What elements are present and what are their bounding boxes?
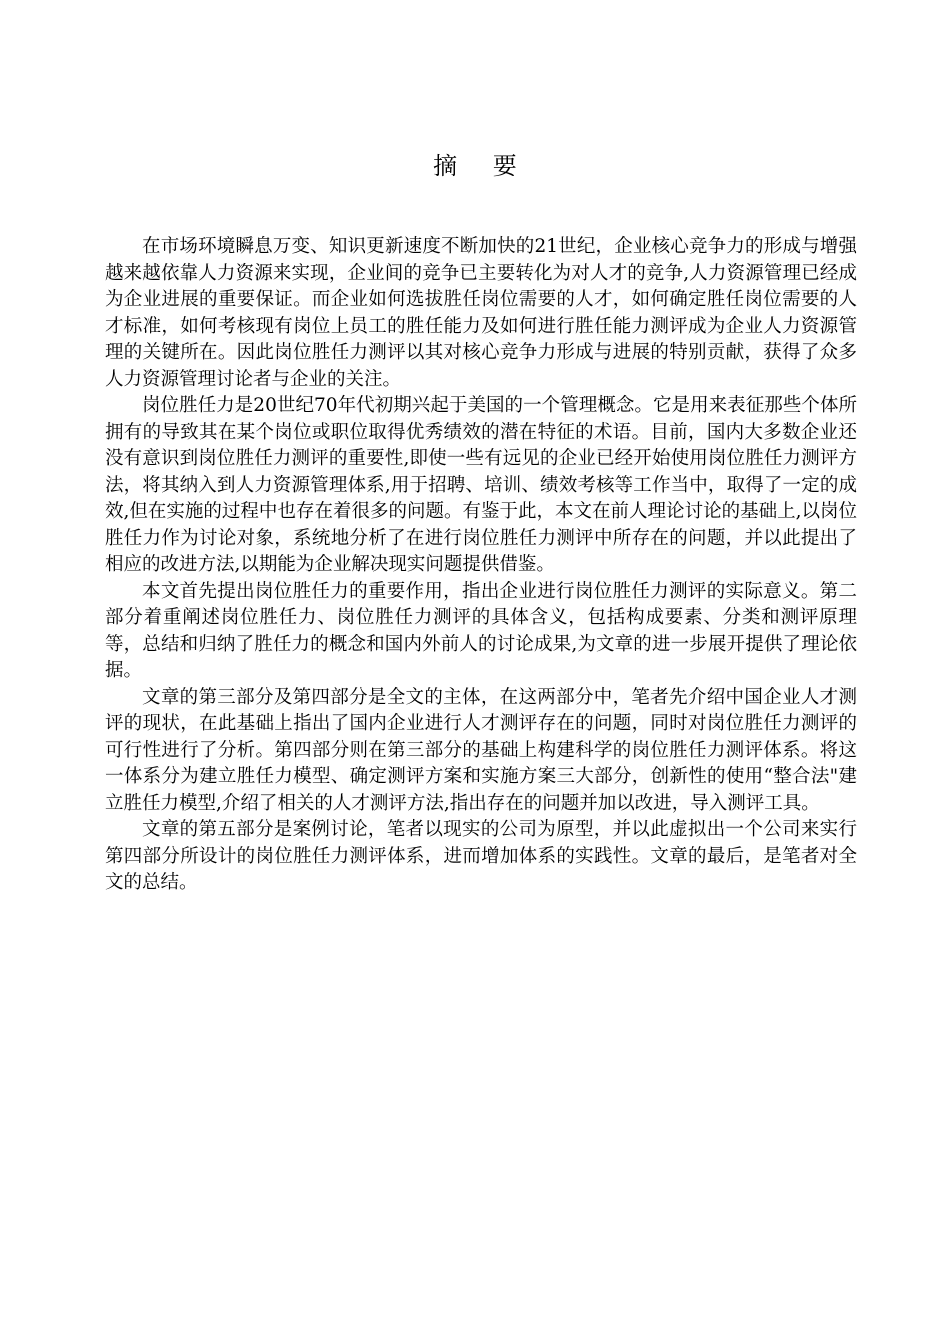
- paragraph-4: 文章的第三部分及第四部分是全文的主体，在这两部分中，笔者先介绍中国企业人才测评的现状，在此基础上指出了国内企业进行人才测评存在的问题，同时对岗位胜任力测评的可行性进行了分析。第四部分则在第三部分的基础上构建科学的岗位胜任力测评体系。将这一体系分为建立胜任力模型、确定测评方案和实施方案三大部分，创新性的使用“整合法"建立胜任力模型,介绍了相关的人才测评方法,指出存在的问题并加以改进，导入测评工具。: [105, 686, 857, 814]
- paragraph-3: 本文首先提出岗位胜任力的重要作用，指出企业进行岗位胜任力测评的实际意义。第二部分着重阐述岗位胜任力、岗位胜任力测评的具体含义，包括构成要素、分类和测评原理等，总结和归纳了胜任力的概念和国内外前人的讨论成果,为文章的进一步展开提供了理论依据。: [105, 580, 857, 681]
- abstract-body: [105, 234, 857, 897]
- paragraph-5: 文章的第五部分是案例讨论，笔者以现实的公司为原型，并以此虚拟出一个公司来实行第四部分所设计的岗位胜任力测评体系，进而增加体系的实践性。文章的最后，是笔者对全文的总结。: [105, 819, 857, 893]
- abstract-title: 摘 要: [433, 152, 531, 180]
- paragraph-1: 在市场环境瞬息万变、知识更新速度不断加快的21世纪，企业核心竞争力的形成与增强越来越依靠人力资源来实现，企业间的竞争已主要转化为对人才的竞争,人力资源管理已经成为企业进展的重要保证。而企业如何选拔胜任岗位需要的人才，如何确定胜任岗位需要的人才标准，如何考核现有岗位上员工的胜任能力及如何进行胜任能力测评成为企业人力资源管理的关键所在。因此岗位胜任力测评以其对核心竞争力形成与进展的特别贡献，获得了众多人力资源管理讨论者与企业的关注。: [105, 236, 857, 390]
- paragraph-2: 岗位胜任力是20世纪70年代初期兴起于美国的一个管理概念。它是用来表征那些个体所拥有的导致其在某个岗位或职位取得优秀绩效的潜在特征的术语。目前，国内大多数企业还没有意识到岗位胜任力测评的重要性,即使一些有远见的企业已经开始使用岗位胜任力测评方法，将其纳入到人力资源管理体系,用于招聘、培训、绩效考核等工作当中，取得了一定的成效,但在实施的过程中也存在着很多的问题。有鉴于此，本文在前人理论讨论的基础上,以岗位胜任力作为讨论对象，系统地分析了在进行岗位胜任力测评中所存在的问题，并以此提出了相应的改进方法,以期能为企业解决现实问题提供借鉴。: [105, 395, 857, 575]
